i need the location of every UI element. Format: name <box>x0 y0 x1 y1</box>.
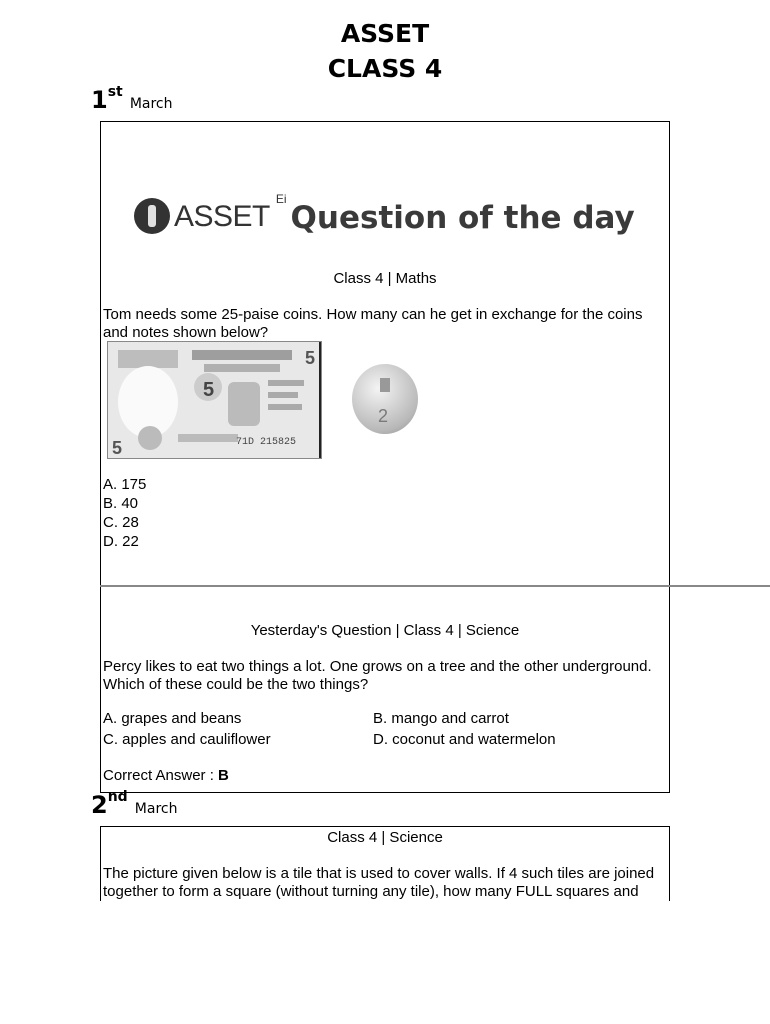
note-denomination: 5 <box>112 438 123 458</box>
date-heading-day2 <box>91 791 177 819</box>
date-suffix: st <box>107 84 123 100</box>
date-month: March <box>134 801 178 817</box>
section-divider <box>100 585 770 587</box>
page-title-line2: CLASS 4 <box>327 54 443 83</box>
option-a[interactable]: A. 175 <box>103 476 147 493</box>
date-suffix: nd <box>107 789 128 805</box>
date-month: March <box>129 96 173 112</box>
yesterday-option-c: C. apples and cauliflower <box>103 731 271 748</box>
page-title-line1: ASSET <box>340 19 430 48</box>
note-serial: 71D 215825 <box>236 437 297 448</box>
option-b[interactable]: B. 40 <box>103 495 139 512</box>
subject-label: Class 4 | Maths <box>333 270 437 287</box>
pencil-logo-icon <box>134 198 170 234</box>
note-denomination-center: 5 <box>203 379 215 401</box>
logo-ei: Ei <box>275 192 287 206</box>
subject-label-day2: Class 4 | Science <box>327 829 443 846</box>
yesterday-option-b: B. mango and carrot <box>373 710 509 727</box>
option-c[interactable]: C. 28 <box>103 514 139 531</box>
coin-denomination: 2 <box>378 406 389 426</box>
date-number: 2 <box>91 791 108 819</box>
note-edge <box>319 342 321 458</box>
correct-answer-label: Correct Answer : <box>103 767 219 784</box>
date-heading-day1 <box>91 86 173 114</box>
correct-answer <box>103 767 229 785</box>
question-text: Tom needs some 25-paise coins. How many can he get in exchange for the coins and notes shown below? <box>103 306 643 341</box>
question-text-day2: The picture given below is a tile that is used to cover walls. If 4 such tiles are joined together to form a square (without turning any tile), how many FULL squares and <box>103 865 655 900</box>
option-d[interactable]: D. 22 <box>103 533 139 550</box>
answer-options <box>103 476 146 552</box>
note-illustration <box>108 342 321 458</box>
yesterday-question-text: Percy likes to eat two things a lot. One grows on a tree and the other underground. Which of these could be the two things? <box>103 658 652 693</box>
yesterday-option-a: A. grapes and beans <box>103 710 242 727</box>
page-cutoff <box>100 901 670 1024</box>
asset-logo <box>134 190 635 236</box>
yesterday-heading: Yesterday's Question | Class 4 | Science <box>250 622 520 639</box>
question-of-the-day-title: Question of the day <box>290 200 635 236</box>
note-denomination-corner: 5 <box>305 348 316 368</box>
yesterday-option-d: D. coconut and watermelon <box>373 731 556 748</box>
coin-illustration <box>352 364 418 434</box>
correct-answer-value: B <box>218 767 229 784</box>
five-rupee-note-image <box>107 341 322 459</box>
logo-word: ASSET <box>174 200 270 233</box>
two-rupee-coin-image <box>352 364 418 434</box>
date-number: 1 <box>91 86 108 114</box>
